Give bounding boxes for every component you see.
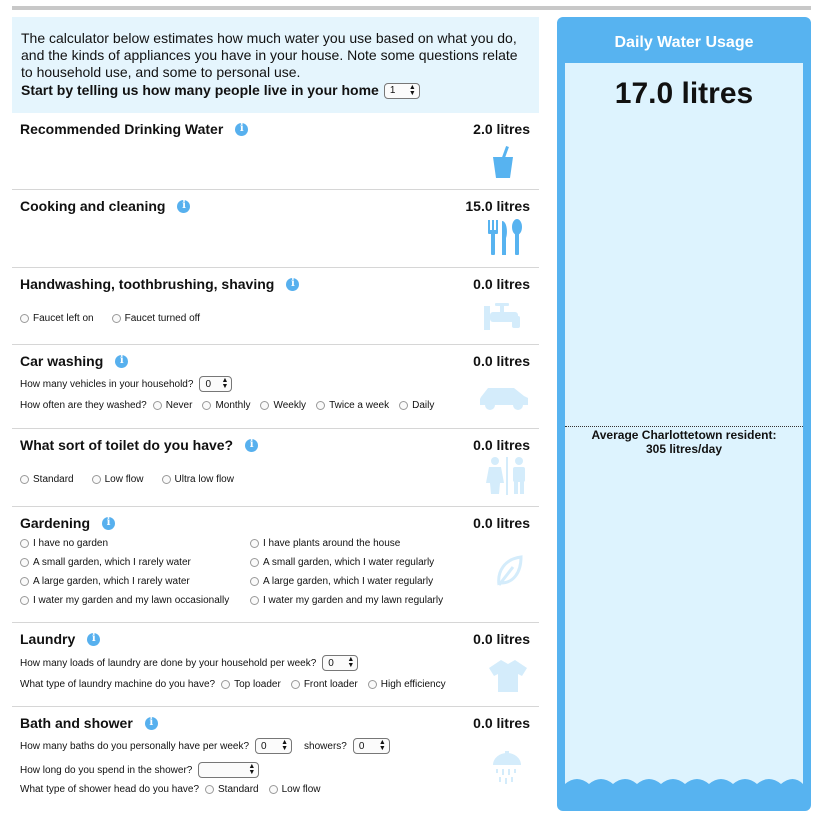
radio-button[interactable] [399, 401, 408, 410]
radio-option[interactable] [20, 557, 191, 568]
info-icon[interactable]: i [235, 123, 248, 136]
section-title-text: Bath and shower [20, 715, 133, 731]
radio-button[interactable] [368, 680, 377, 689]
shower-time-question: How long do you spend in the shower? [20, 764, 193, 776]
wash-frequency-row [20, 400, 444, 411]
radio-option[interactable] [153, 400, 193, 411]
section-amount: 0.0 litres [473, 715, 530, 731]
vehicles-question: How many vehicles in your household? [20, 378, 194, 390]
water-tank [565, 63, 803, 798]
panel-title: Daily Water Usage [614, 34, 754, 51]
section-car-washing [12, 345, 539, 429]
radio-button[interactable] [250, 577, 259, 586]
intro-text: The calculator below estimates how much water you use based on what you do, and the kinds of appliances you have in your house. Note some questions relate to household use, and some to personal use. [21, 30, 518, 80]
vehicles-select-value: 0 [205, 378, 211, 390]
stepper-arrows-icon: ▲ ▼ [281, 739, 289, 752]
people-select[interactable] [384, 83, 420, 99]
radio-button[interactable] [162, 475, 171, 484]
section-handwashing [12, 268, 539, 345]
section-title [20, 276, 299, 292]
radio-button[interactable] [221, 680, 230, 689]
radio-option[interactable] [20, 474, 74, 485]
section-toilet [12, 429, 539, 507]
leaf-icon [495, 555, 523, 587]
radio-option[interactable] [20, 595, 229, 606]
handwashing-options [20, 313, 210, 324]
intro-box [12, 17, 539, 113]
radio-label: Weekly [273, 400, 307, 411]
radio-option[interactable] [250, 595, 443, 606]
section-title [20, 353, 128, 369]
radio-option[interactable] [202, 400, 250, 411]
average-label-text: Average Charlottetown resident: [591, 428, 777, 442]
utensils-icon [487, 218, 523, 256]
section-title-text: Car washing [20, 353, 104, 369]
radio-option[interactable] [250, 576, 433, 587]
radio-label: A large garden, which I water regularly [263, 576, 434, 587]
radio-label: A small garden, which I water regularly [263, 557, 435, 568]
loads-row [20, 655, 358, 671]
showers-question: showers? [304, 740, 347, 752]
radio-button[interactable] [205, 785, 214, 794]
radio-label: Standard [218, 784, 259, 795]
showers-select-value: 0 [358, 740, 365, 752]
radio-option[interactable] [368, 679, 446, 690]
section-title [20, 437, 258, 453]
radio-button[interactable] [20, 577, 29, 586]
info-icon[interactable]: i [245, 439, 258, 452]
people-select-value: 1 [389, 85, 396, 96]
radio-button[interactable] [250, 539, 259, 548]
radio-option[interactable] [20, 538, 108, 549]
radio-button[interactable] [202, 401, 211, 410]
radio-option[interactable] [205, 784, 259, 795]
restroom-icon [485, 457, 529, 495]
radio-label: A large garden, which I rarely water [33, 576, 190, 587]
radio-label: Low flow [104, 474, 144, 485]
frequency-question: How often are they washed? [20, 400, 147, 411]
stepper-arrows-icon: ▲ ▼ [248, 763, 256, 776]
people-prompt-label: Start by telling us how many people live in your home [21, 82, 379, 98]
section-title [20, 121, 248, 137]
radio-label: I have plants around the house [263, 538, 401, 549]
info-icon[interactable]: i [102, 517, 115, 530]
radio-option[interactable] [269, 784, 321, 795]
radio-option[interactable] [20, 313, 94, 324]
section-title-text: Cooking and cleaning [20, 198, 166, 214]
shower-time-row [20, 762, 259, 778]
radio-button[interactable] [250, 596, 259, 605]
radio-label: Front loader [303, 679, 358, 690]
radio-label: Faucet left on [33, 313, 94, 324]
radio-label: Never [165, 400, 193, 411]
radio-label: I water my garden and my lawn occasionally [33, 595, 230, 606]
radio-option[interactable] [260, 400, 306, 411]
average-label [565, 428, 803, 456]
section-amount: 0.0 litres [473, 515, 530, 531]
shower-head-row [20, 784, 331, 795]
info-icon[interactable]: i [145, 717, 158, 730]
top-divider [12, 6, 811, 10]
radio-button[interactable] [250, 558, 259, 567]
baths-select-value: 0 [261, 740, 267, 752]
section-title [20, 631, 100, 647]
radio-button[interactable] [20, 558, 29, 567]
loads-select-value: 0 [328, 657, 334, 669]
radio-option[interactable] [250, 557, 434, 568]
baths-row [20, 738, 390, 754]
section-amount: 0.0 litres [473, 631, 530, 647]
radio-option[interactable] [162, 474, 234, 485]
toilet-options [20, 474, 244, 485]
radio-option[interactable] [112, 313, 200, 324]
radio-label: Daily [412, 400, 435, 411]
section-amount: 2.0 litres [473, 121, 530, 137]
vehicles-select[interactable] [199, 376, 232, 392]
info-icon[interactable]: i [177, 200, 190, 213]
radio-button[interactable] [92, 475, 101, 484]
info-icon[interactable]: i [115, 355, 128, 368]
section-laundry [12, 623, 539, 707]
baths-question: How many baths do you personally have per week? [20, 740, 250, 752]
section-title [20, 515, 115, 531]
section-amount: 15.0 litres [465, 198, 530, 214]
section-title-text: Recommended Drinking Water [20, 121, 224, 137]
loads-question: How many loads of laundry are done by your household per week? [20, 657, 317, 669]
radio-label: Standard [33, 474, 74, 485]
radio-button[interactable] [20, 539, 29, 548]
radio-button[interactable] [20, 314, 29, 323]
radio-label: Monthly [215, 400, 251, 411]
machine-row [20, 679, 456, 690]
water-waves [565, 772, 803, 798]
section-title [20, 198, 190, 214]
radio-button[interactable] [269, 785, 278, 794]
section-title [20, 715, 158, 731]
showers-select[interactable] [353, 738, 390, 754]
section-amount: 0.0 litres [473, 437, 530, 453]
radio-button[interactable] [20, 475, 29, 484]
average-value: 305 litres/day [645, 442, 723, 456]
radio-button[interactable] [260, 401, 269, 410]
section-amount: 0.0 litres [473, 353, 530, 369]
radio-label: I have no garden [33, 538, 109, 549]
car-icon [478, 385, 530, 411]
people-prompt [21, 82, 530, 99]
radio-label: Top loader [234, 679, 281, 690]
radio-option[interactable] [316, 400, 389, 411]
faucet-icon [484, 302, 526, 332]
section-bath-shower [12, 707, 539, 811]
section-title-text: Handwashing, toothbrushing, shaving [20, 276, 275, 292]
info-icon[interactable]: i [286, 278, 299, 291]
radio-option[interactable] [221, 679, 281, 690]
radio-option[interactable] [291, 679, 358, 690]
radio-button[interactable] [112, 314, 121, 323]
stepper-arrows-icon: ▲ ▼ [347, 656, 355, 669]
radio-label: Twice a week [329, 400, 390, 411]
radio-option[interactable] [92, 474, 144, 485]
section-amount: 0.0 litres [473, 276, 530, 292]
loads-select[interactable] [322, 655, 358, 671]
machine-question: What type of laundry machine do you have? [20, 679, 216, 690]
shower-icon [491, 751, 523, 785]
radio-label: High efficiency [380, 679, 446, 690]
shirt-icon [488, 659, 528, 693]
average-line [565, 426, 803, 427]
radio-label: A small garden, which I rarely water [33, 557, 191, 568]
section-drinking [12, 113, 539, 190]
radio-button[interactable] [291, 680, 300, 689]
cup-icon [492, 145, 514, 179]
radio-option[interactable] [399, 400, 434, 411]
shower-head-question: What type of shower head do you have? [20, 784, 200, 795]
vehicles-row [20, 376, 232, 392]
stepper-arrows-icon: ▲ ▼ [408, 83, 416, 97]
radio-option[interactable] [250, 538, 400, 549]
stepper-arrows-icon: ▲ ▼ [221, 377, 229, 390]
daily-usage-panel [557, 17, 811, 811]
radio-label: Low flow [281, 784, 321, 795]
radio-label: Faucet turned off [124, 313, 201, 324]
radio-button[interactable] [316, 401, 325, 410]
section-gardening [12, 507, 539, 623]
radio-option[interactable] [20, 576, 190, 587]
radio-label: I water my garden and my lawn regularly [263, 595, 444, 606]
info-icon[interactable]: i [87, 633, 100, 646]
stepper-arrows-icon: ▲ ▼ [378, 739, 386, 752]
section-title-text: Gardening [20, 515, 91, 531]
section-title-text: Laundry [20, 631, 76, 647]
radio-button[interactable] [153, 401, 162, 410]
section-cooking [12, 190, 539, 268]
daily-total: 17.0 litres [614, 77, 754, 110]
section-title-text: What sort of toilet do you have? [20, 437, 234, 453]
radio-button[interactable] [20, 596, 29, 605]
radio-label: Ultra low flow [174, 474, 234, 485]
shower-time-select[interactable] [198, 762, 259, 778]
baths-select[interactable] [255, 738, 292, 754]
